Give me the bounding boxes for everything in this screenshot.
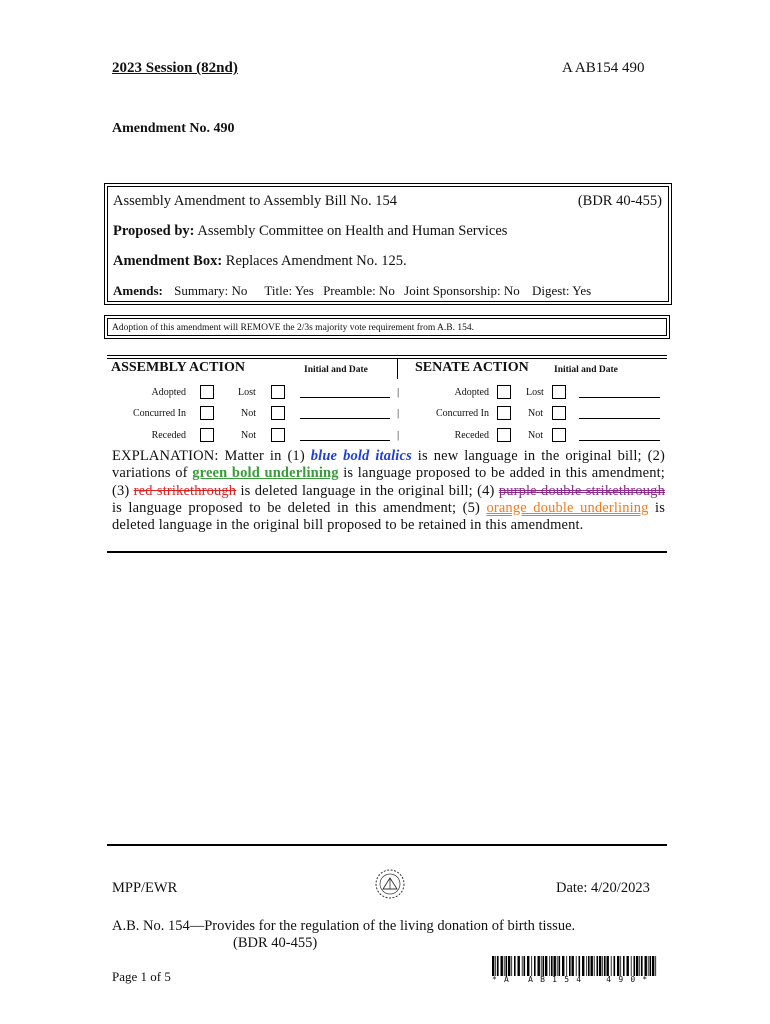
assembly-not-receded-label: Not [241,430,256,441]
assembly-adopted-checkbox[interactable] [200,385,214,399]
session-title: 2023 Session (82nd) [112,60,238,76]
state-seal-icon [374,868,406,900]
explanation-part: is language proposed to be added in this amendment; (3) [112,465,665,499]
assembly-not-concurred-checkbox[interactable] [271,406,285,420]
explanation-part: is new language in the original bill; (2) variations of [112,448,665,482]
adoption-note: Adoption of this amendment will REMOVE the 2/3s majority vote requirement from A.B. 154. [107,318,667,336]
senate-concurred-label: Concurred In [435,408,489,419]
footer-divider [107,844,667,846]
amends-title: Title: Yes [264,283,314,298]
senate-receded-initial-field[interactable] [579,430,660,441]
senate-not-receded-label: Not [528,430,543,441]
explanation-part: is deleted language in the original bill proposed to be retained in this amendment. [112,499,665,534]
assembly-adopted-label: Adopted [151,387,186,398]
assembly-initial-date: Initial and Date [304,365,368,375]
assembly-concurred-label: Concurred In [132,408,186,419]
assembly-not-concurred-label: Not [241,408,256,419]
bdr-number: (BDR 40-455) [577,193,662,209]
explanation-red-sample: red strikethrough [133,482,237,499]
row-separator: | [397,429,400,441]
amendment-box-label: Amendment Box: [113,253,223,269]
barcode-icon [492,956,660,976]
assembly-receded-initial-field[interactable] [300,430,390,441]
senate-concurred-checkbox[interactable] [497,406,511,420]
drafter-initials: MPP/EWR [112,880,178,896]
proposed-by-label: Proposed by: [113,223,195,239]
proposed-by-value: Assembly Committee on Health and Human Services [197,223,508,239]
amendment-info-box [107,186,669,302]
amends-digest: Digest: Yes [531,283,592,298]
document-code: A AB154 490 [562,60,645,76]
page-number: Page 1 of 5 [112,969,171,984]
senate-initial-date: Initial and Date [554,365,618,375]
senate-receded-checkbox[interactable] [497,428,511,442]
amends-joint-sponsorship: Joint Sponsorship: No [404,283,520,298]
amendment-box-value: Replaces Amendment No. 125. [225,253,407,269]
amends-label: Amends: [113,283,163,298]
senate-adopted-checkbox[interactable] [497,385,511,399]
barcode-text: * A A B 1 5 4 4 9 0 * [492,975,649,984]
senate-lost-checkbox[interactable] [552,385,566,399]
amendment-number: Amendment No. 490 [112,121,235,136]
senate-concurred-initial-field[interactable] [579,408,660,419]
explanation-orange-sample: orange double underlining [486,499,649,516]
senate-adopted-initial-field[interactable] [579,387,660,398]
action-table [107,355,667,448]
explanation-part: EXPLANATION: Matter in (1) [112,448,311,464]
assembly-lost-label: Lost [238,387,256,398]
senate-lost-label: Lost [526,387,544,398]
bill-description: A.B. No. 154—Provides for the regulation of the living donation of birth tissue. [112,918,576,934]
bill-description-bdr: (BDR 40-455) [233,935,318,951]
assembly-lost-checkbox[interactable] [271,385,285,399]
amendment-box-line [113,253,407,270]
assembly-not-receded-checkbox[interactable] [271,428,285,442]
explanation-part: is language proposed to be deleted in this amendment; (5) [112,499,487,516]
senate-not-concurred-label: Not [528,408,543,419]
explanation-green-sample: green bold underlining [192,465,339,482]
senate-not-receded-checkbox[interactable] [552,428,566,442]
row-separator: | [397,386,400,398]
action-divider [397,359,398,379]
explanation-part: is deleted language in the original bill; (4) [236,482,499,499]
amends-line [113,283,605,299]
senate-not-concurred-checkbox[interactable] [552,406,566,420]
bill-title: Assembly Amendment to Assembly Bill No. 154 [113,193,397,209]
assembly-receded-label: Receded [151,430,186,441]
assembly-concurred-initial-field[interactable] [300,408,390,419]
senate-receded-label: Receded [454,430,489,441]
row-separator: | [397,407,400,419]
proposed-by [113,223,507,240]
assembly-concurred-checkbox[interactable] [200,406,214,420]
assembly-adopted-initial-field[interactable] [300,387,390,398]
amendment-date: Date: 4/20/2023 [556,880,650,896]
explanation-blue-sample: blue bold italics [310,448,412,464]
assembly-receded-checkbox[interactable] [200,428,214,442]
senate-adopted-label: Adopted [454,387,489,398]
explanation-divider [107,551,667,553]
assembly-action-title: ASSEMBLY ACTION [111,360,245,375]
amends-summary: Summary: No [174,283,248,298]
explanation-purple-sample: purple double strikethrough [498,482,665,499]
amends-preamble: Preamble: No [323,283,395,298]
senate-action-title: SENATE ACTION [415,360,529,375]
explanation-text [112,448,665,534]
